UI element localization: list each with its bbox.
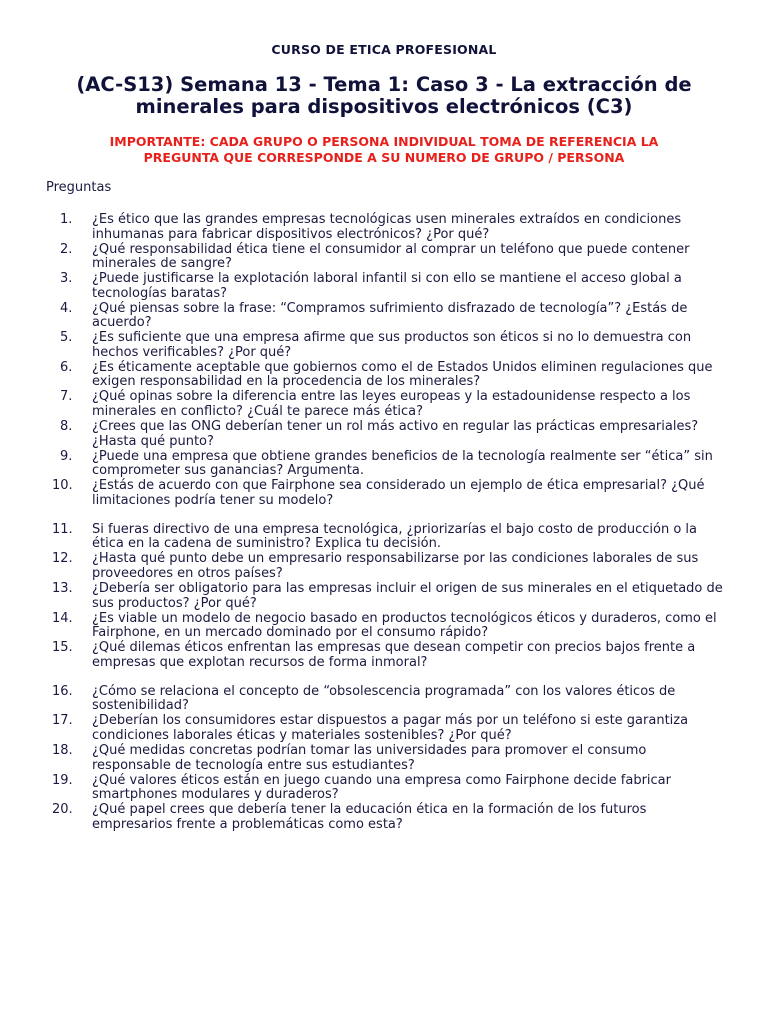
question-number: 8. (60, 419, 73, 435)
question-number: 20. (52, 802, 73, 818)
question-item (0, 523, 768, 552)
question-number: 17. (52, 713, 73, 729)
question-text: ¿Puede una empresa que obtiene grandes beneficios de la tecnología realmente ser “ética” sin comprometer sus ganancias? Argumenta. (92, 448, 713, 479)
question-item (0, 803, 768, 832)
question-text: ¿Puede justificarse la explotación laboral infantil si con ello se mantiene el acceso global a tecnologías baratas? (92, 271, 682, 301)
question-text: ¿Estás de acuerdo con que Fairphone sea considerado un ejemplo de ética empresarial? ¿Qué limitaciones podría tener su modelo? (92, 478, 705, 508)
question-item (0, 479, 768, 508)
question-item (0, 552, 768, 581)
question-text: ¿Es viable un modelo de negocio basado en productos tecnológicos éticos y duraderos, como el Fairphone, en un mercado dominado por el consumo rápido? (92, 610, 717, 641)
question-item (0, 272, 768, 301)
question-number: 16. (52, 683, 73, 699)
question-text: ¿Qué papel crees que debería tener la educación ética en la formación de los futuros empresarios frente a problemáticas como esta? (92, 802, 647, 832)
question-item (0, 685, 768, 714)
question-number: 6. (60, 359, 73, 375)
question-number: 15. (52, 640, 73, 656)
question-text: ¿Qué valores éticos están en juego cuando una empresa como Fairphone decide fabricar smartphones modulares y duraderos? (92, 772, 671, 803)
question-text: ¿Hasta qué punto debe un empresario responsabilizarse por las condiciones laborales de sus proveedores en otros países? (92, 551, 699, 582)
question-item (0, 361, 768, 390)
question-item (0, 450, 768, 479)
question-item (0, 612, 768, 641)
question-text: ¿Qué dilemas éticos enfrentan las empresas que desean competir con precios bajos frente a empresas que explotan recursos de forma inmoral? (92, 640, 696, 670)
question-number: 9. (60, 448, 73, 464)
question-text: ¿Qué opinas sobre la diferencia entre las leyes europeas y la estadounidense respecto a los minerales en conflicto? ¿Cuál te parece más ética? (92, 389, 691, 420)
question-text: ¿Qué piensas sobre la frase: “Compramos sufrimiento disfrazado de tecnología”? ¿Estás de acuerdo? (92, 300, 688, 331)
question-number: 13. (52, 581, 73, 597)
question-number: 2. (60, 241, 73, 257)
question-number: 3. (60, 271, 73, 287)
questions-list (0, 213, 768, 833)
question-text: ¿Es suficiente que una empresa afirme que sus productos son éticos si no lo demuestra con hechos verificables? ¿Por qué? (92, 330, 692, 360)
question-text: ¿Debería ser obligatorio para las empresas incluir el origen de sus minerales en el etiquetado de sus productos? ¿Por qué? (92, 581, 723, 611)
question-text: ¿Cómo se relaciona el concepto de “obsolescencia programada” con los valores éticos de sostenibilidad? (92, 683, 676, 714)
question-item (0, 774, 768, 803)
question-text: Si fueras directivo de una empresa tecnológica, ¿priorizarías el bajo costo de producción o la ética en la cadena de suministro? Explica tu decisión. (92, 521, 698, 552)
question-number: 1. (60, 212, 73, 227)
question-text: ¿Crees que las ONG deberían tener un rol más activo en regular las prácticas empresariales? ¿Hasta qué punto? (92, 419, 699, 449)
question-item (0, 390, 768, 419)
important-notice: IMPORTANTE: CADA GRUPO O PERSONA INDIVIDUAL TOMA DE REFERENCIA LA PREGUNTA QUE CORRESPONDE A SU NUMERO DE GRUPO / PERSONA (109, 134, 659, 165)
question-item (0, 714, 768, 743)
course-title: CURSO DE ETICA PROFESIONAL (271, 42, 497, 57)
question-item (0, 331, 768, 360)
question-text: ¿Qué medidas concretas podrían tomar las universidades para promover el consumo responsable de tecnología entre sus estudiantes? (92, 743, 647, 773)
question-item (0, 243, 768, 272)
question-text: ¿Qué responsabilidad ética tiene el consumidor al comprar un teléfono que puede contener minerales de sangre? (92, 241, 690, 272)
page-title: (AC-S13) Semana 13 - Tema 1: Caso 3 - La extracción de minerales para dispositivos electrónicos (C3) (76, 73, 692, 118)
question-number: 4. (60, 300, 73, 316)
question-number: 5. (60, 330, 73, 346)
question-text: ¿Deberían los consumidores estar dispuestos a pagar más por un teléfono si este garantiza condiciones laborales éticas y materiales sostenibles? ¿Por qué? (92, 713, 689, 744)
question-item (0, 744, 768, 773)
question-item (0, 420, 768, 449)
questions-label: Preguntas (46, 180, 112, 195)
question-text: ¿Es éticamente aceptable que gobiernos como el de Estados Unidos eliminen regulaciones que exigen responsabilidad en la procedencia de los minerales? (92, 359, 713, 390)
question-item (0, 302, 768, 331)
question-text: ¿Es ético que las grandes empresas tecnológicas usen minerales extraídos en condiciones inhumanas para fabricar dispositivos electrónicos? ¿Por qué? (92, 212, 682, 242)
question-number: 7. (60, 389, 73, 405)
question-number: 12. (52, 551, 73, 567)
question-number: 18. (52, 743, 73, 759)
question-number: 11. (52, 521, 73, 537)
question-number: 10. (52, 478, 73, 494)
question-number: 19. (52, 772, 73, 788)
question-item (0, 582, 768, 611)
question-item (0, 641, 768, 670)
question-item (0, 213, 768, 242)
question-number: 14. (52, 610, 73, 626)
